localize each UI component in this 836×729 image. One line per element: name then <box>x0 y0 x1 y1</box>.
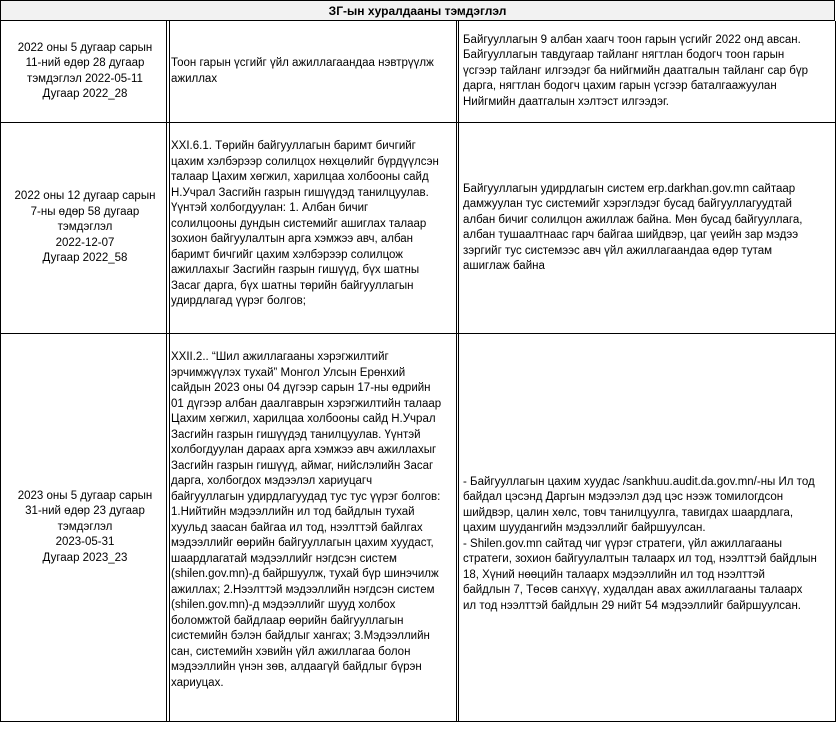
result-cell <box>456 21 836 123</box>
decision-text: XXII.2.. “Шил ажиллагааны хэрэгжилтийг эрчимжүүлэх тухай” Монгол Улсын Ерөнхий сайдын 2023 оны 04 дүгээр сарын 17-ны өдрийн 01 дүгээр албан даалгаврын хэрэгжилтийн талаар Цахим хөгжил, харилцаа холбооны сайд Н.Учрал Засгийн газрын гишүүдэд танилцуулав. Үүнтэй холбогдуулан дараах арга хэмжээ авч ажиллахыг Засгийн газрын гишүүд, аймаг, нийслэлийн Засаг дарга, холбогдох мэдээлэл хариуцагч байгууллагын удирдлагуудад тус тус үүрэг болгов: 1.Нийтийн мэдээллийн ил тод байдлын тухай хуульд заасан байгаа ил тод, нээлттэй байлгах мэдээллийг өөрийн байгууллагын цахим хуудаст, шаардлагатай мэдээллийг нэгдсэн систем (shilen.gov.mn)-д байршуулж, тухай бүр шинэчилж ажиллах; 2.Нээлттэй мэдээллийн нэгдсэн систем (shilen.gov.mn)-д мэдээллийг шууд холбох боломжтой байдлаар өөрийн байгууллагын системийн бэлэн байдлыг хангах; 3.Мэдээллийн сан, системийн хэвийн үйл ажиллагаа болон мэдээллийн үнэн зөв, алдаагүй байдлыг бүрэн хариуцах. <box>171 351 442 689</box>
decision-text: Тоон гарын үсгийг үйл ажиллагаандаа нэвтрүүлж ажиллах <box>171 57 434 85</box>
date-cell <box>0 21 170 123</box>
decision-text: XXI.6.1. Төрийн байгууллагын баримт бичгийг цахим хэлбэрээр солилцох нөхцөлийг бүрдүүлсэн талаар Цахим хөгжил, харилцаа холбооны сайд Н.Учрал Засгийн газрын гишүүдэд танилцуулав. Үүнтэй холбогдуулан: 1. Албан бичиг солилцооны дундын системийг ашиглах талаар зохион байгуулалтын арга хэмжээ авч, албан баримт бичгийг цахим хэлбэрээр солилцож ажиллахыг Засгийн газрын гишүүд, бүх шатны Засаг дарга, бүх шатны төрийн байгууллагын удирдлагад үүрэг болгов; <box>171 140 439 307</box>
date-cell <box>0 123 170 334</box>
table-row <box>0 123 836 334</box>
result-text: Байгууллагын удирдлагын систем erp.darkhan.gov.mn сайтаар дамжуулан тус системийг хэрэглэдэг бусад байгууллагуудтай албан бичиг солилцон ажиллаж байна. Мөн бусад байгууллага, албан тушаалтнаас гарч байгаа шийдвэр, цаг үеийн зар мэдээ зэргийг тус системээс авч үйл ажиллагаандаа өдөр тутам ашиглаж байна <box>463 182 803 272</box>
meeting-date-text: 2022 оны 12 дугаар сарын 7-ны өдөр 58 дугаар тэмдэглэл 2022-12-07 Дугаар 2022_58 <box>14 190 156 265</box>
decision-cell <box>166 21 459 123</box>
date-cell <box>0 334 170 722</box>
result-text: Байгууллагын 9 албан хаагч тоон гарын үсгийг 2022 онд авсан. Байгууллагын тавдугаар тайланг нягтлан бодогч тоон гарын үсгээр тайланг илгээдэг ба нийгмийн даатгалын тайланг сар бүр дарга, нягтлан бодогч цахим гарын үсгээр баталгаажуулан Нийгмийн даатгалын хэлтэст илгээдэг. <box>463 33 808 108</box>
result-cell <box>456 334 836 722</box>
meeting-date-text: 2023 оны 5 дугаар сарын 31-ний өдөр 23 дугаар тэмдэглэл 2023-05-31 Дугаар 2023_23 <box>17 489 153 564</box>
table-row <box>0 334 836 722</box>
table-title: ЗГ-ын хуралдааны тэмдэглэл <box>0 0 835 21</box>
result-cell <box>456 123 836 334</box>
decision-cell <box>166 334 459 722</box>
table-row <box>0 21 836 123</box>
result-text: - Байгууллагын цахим хуудас /sankhuu.audit.da.gov.mn/-ны Ил тод байдал цэсэнд Даргын мэдээлэл дэд цэс нээж томилогдсон шийдвэр, цалин хөлс, товч танилцуулга, тавигдах шаардлага, цахим шуудангийн мэдээллийг байршуулсан. - Shilen.gov.mn сайтад чиг үүрэг стратеги, үйл ажиллагааны стратеги, зохион байгуулалтын талаарх ил тод, нээлттэй байдлын 18, Хүний нөөцийн талаарх мэдээллийн ил тод нээлттэй байдлын 7, Төсөв санхүү, худалдан авах ажиллагааны талаарх ил тод нээлттэй байдлын 29 нийт 54 мэдээллийг байршуулсан. <box>463 475 817 612</box>
meeting-date-text: 2022 оны 5 дугаар сарын 11-ний өдөр 28 дугаар тэмдэглэл 2022-05-11 Дугаар 2022_28 <box>17 41 153 100</box>
decision-cell <box>166 123 459 334</box>
